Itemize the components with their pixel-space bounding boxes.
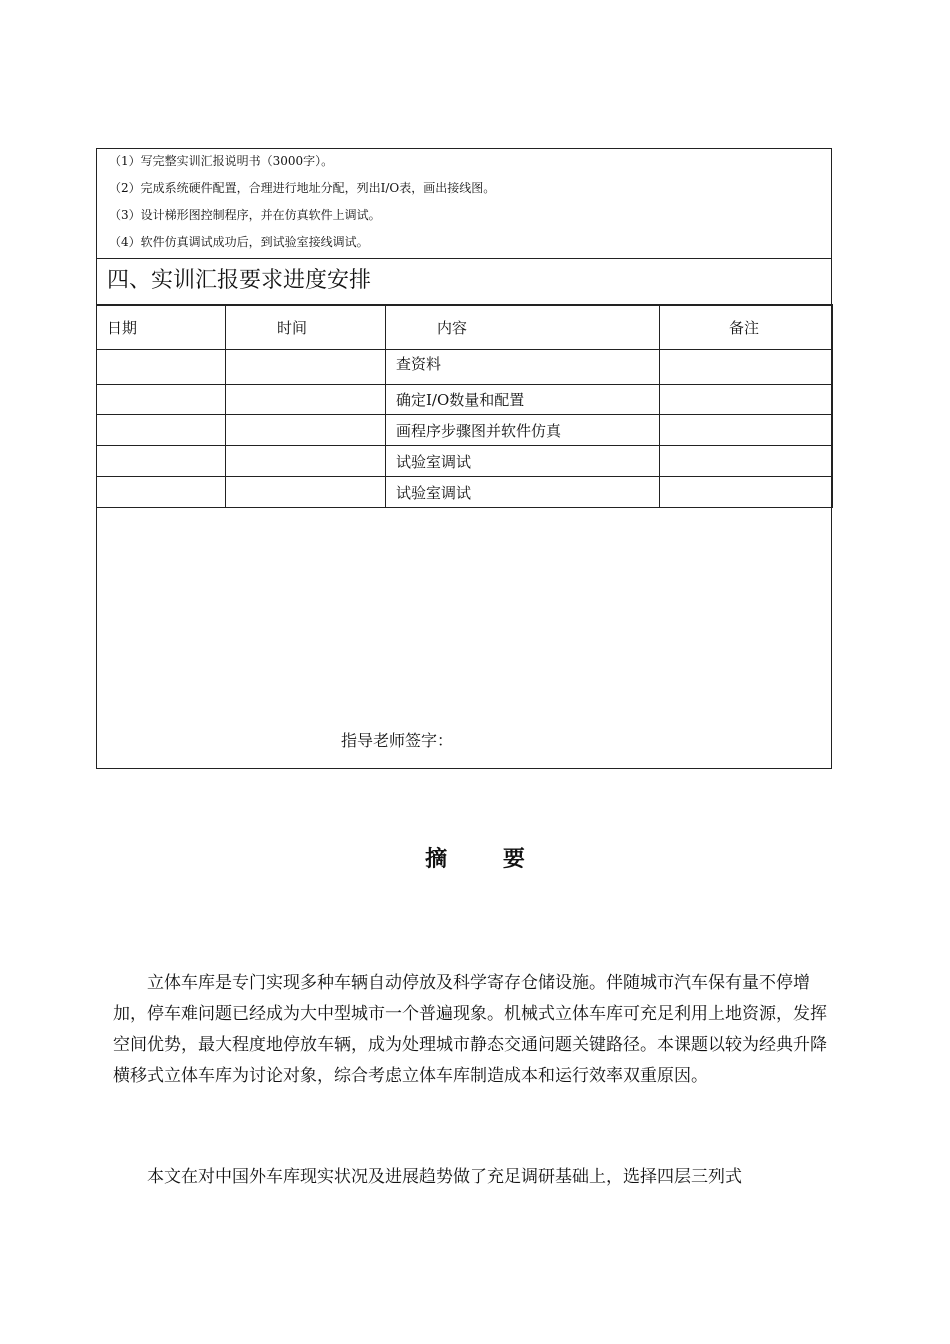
remarks-cell xyxy=(660,415,833,446)
abstract-paragraph: 本文在对中国外车库现实状况及进展趋势做了充足调研基础上，选择四层三列式 xyxy=(147,1167,742,1187)
requirement-item: （3）设计梯形图控制程序，并在仿真软件上调试。 xyxy=(109,208,381,222)
time-cell xyxy=(226,446,386,477)
table-row xyxy=(97,350,833,385)
requirement-item: （2）完成系统硬件配置，合理进行地址分配，列出I/O表，画出接线图。 xyxy=(109,181,496,195)
content-cell: 试验室调试 xyxy=(386,477,660,508)
remarks-cell xyxy=(660,446,833,477)
table-row xyxy=(97,446,833,477)
remarks-cell xyxy=(660,350,833,385)
remarks-cell xyxy=(660,477,833,508)
section-title: 四、实训汇报要求进度安排 xyxy=(107,268,372,293)
task-form xyxy=(96,148,832,769)
date-cell xyxy=(97,477,226,508)
content-cell: 画程序步骤图并软件仿真 xyxy=(386,415,660,446)
time-cell xyxy=(226,350,386,385)
content-cell: 查资料 xyxy=(386,350,660,385)
header-time: 时间 xyxy=(226,305,386,350)
remarks-cell xyxy=(660,385,833,415)
header-date: 日期 xyxy=(97,305,226,350)
table-row xyxy=(97,385,833,415)
signature-label: 指导老师签字： xyxy=(341,731,454,750)
table-header-row xyxy=(97,305,833,350)
schedule-table xyxy=(96,304,833,508)
table-row xyxy=(97,415,833,446)
requirements-section xyxy=(97,149,831,259)
date-cell xyxy=(97,415,226,446)
header-remarks: 备注 xyxy=(660,305,833,350)
date-cell xyxy=(97,385,226,415)
content-cell: 确定I/O数量和配置 xyxy=(386,385,660,415)
requirement-item: （1）写完整实训汇报说明书（3000字）。 xyxy=(109,154,334,168)
content-cell: 试验室调试 xyxy=(386,446,660,477)
time-cell xyxy=(226,415,386,446)
date-cell xyxy=(97,446,226,477)
requirement-item: （4）软件仿真调试成功后，到试验室接线调试。 xyxy=(109,235,369,249)
abstract-paragraph: 立体车库是专门实现多种车辆自动停放及科学寄存仓储设施。伴随城市汽车保有量不停增加，停车难问题已经成为大中型城市一个普遍现象。机械式立体车库可充足利用上地资源，发挥空间优势，最大程度地停放车辆，成为处理城市静态交通问题关键路径。本课题以较为经典升降横移式立体车库为讨论对象，综合考虑立体车库制造成本和运行效率双重原因。 xyxy=(113,973,827,1086)
signature-area xyxy=(97,508,831,770)
table-row xyxy=(97,477,833,508)
time-cell xyxy=(226,385,386,415)
schedule-section-header xyxy=(97,258,831,306)
time-cell xyxy=(226,477,386,508)
abstract-title: 摘 要 xyxy=(425,846,549,872)
date-cell xyxy=(97,350,226,385)
header-content: 内容 xyxy=(386,305,660,350)
